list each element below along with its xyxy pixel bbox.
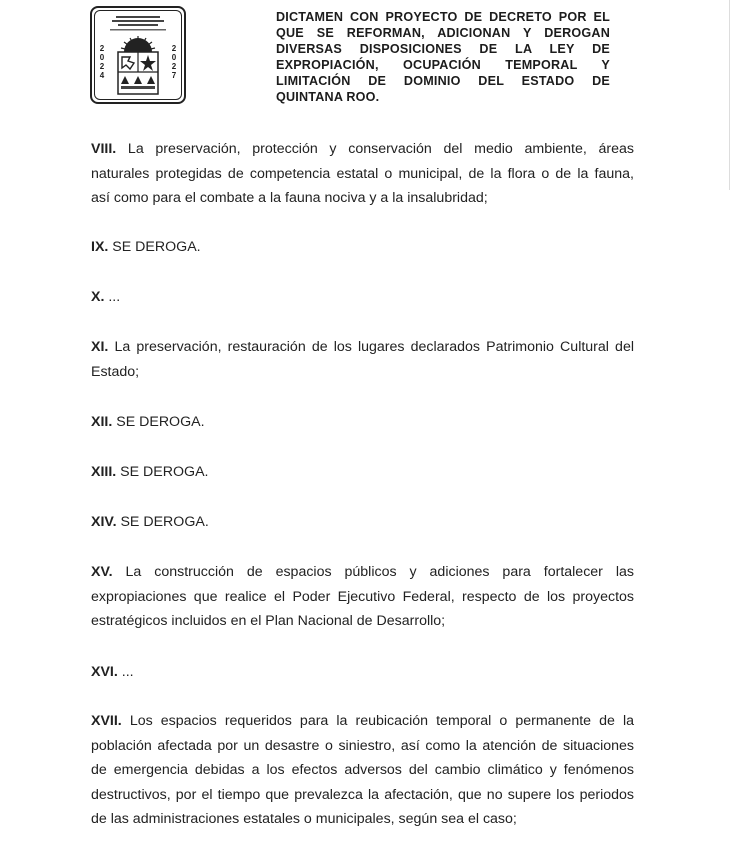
logo-digit: 2 — [99, 62, 105, 71]
fraction-ix — [91, 235, 634, 260]
fraction-numeral: XVII. — [91, 713, 122, 729]
fraction-xiii — [91, 460, 634, 485]
fraction-xiv — [91, 510, 634, 535]
fraction-text: ... — [104, 289, 121, 305]
fraction-text: La preservación, protección y conservación del medio ambiente, áreas — [116, 141, 634, 157]
coat-of-arms-icon — [108, 14, 168, 98]
fraction-numeral: XI. — [91, 339, 109, 355]
fraction-text: La preservación, restauración de los lugares declarados Patrimonio Cultural del — [108, 339, 634, 355]
fraction-text: de emergencia debidas a los efectos adversos del cambio climático y fenómenos — [91, 762, 634, 778]
logo-digit: 0 — [99, 53, 105, 62]
fraction-text: SE DEROGA. — [108, 239, 201, 255]
fraction-text: naturales protegidas de competencia estatal o municipal, de la flora o de la fauna, — [91, 165, 634, 182]
fraction-numeral: XII. — [91, 414, 113, 430]
fraction-text: La construcción de espacios públicos y adiciones para fortalecer las — [112, 564, 634, 580]
fraction-numeral: XIV. — [91, 514, 117, 530]
logo-year-start — [98, 44, 106, 80]
fraction-numeral: XIII. — [91, 464, 117, 480]
fraction-text: estratégicos incluidos en el Plan Nacional de Desarrollo; — [91, 613, 446, 629]
title-line: QUINTANA ROO. — [276, 90, 380, 104]
logo-digit: 7 — [171, 71, 177, 80]
fraction-xii — [91, 410, 634, 435]
title-line: DICTAMEN CON PROYECTO DE DECRETO POR EL — [276, 10, 610, 24]
logo-digit: 2 — [99, 44, 105, 53]
fraction-numeral: VIII. — [91, 141, 117, 157]
fraction-xvi — [91, 660, 634, 685]
fraction-text: así como para el combate a la fauna nociva y a la insalubridad; — [91, 190, 488, 206]
fraction-text: de las administraciones estatales o municipales, según sea el caso; — [91, 811, 517, 827]
scan-edge-mark — [729, 0, 730, 190]
logo-digit: 4 — [99, 71, 105, 80]
fraction-text: SE DEROGA. — [112, 414, 205, 430]
fraction-text: Los espacios requeridos para la reubicación temporal o permanente de la — [121, 713, 634, 729]
fraction-numeral: XV. — [91, 564, 113, 580]
fraction-text: expropiaciones que realice el Poder Ejecutivo Federal, respecto de los proyectos — [91, 588, 634, 605]
fraction-x — [91, 285, 634, 310]
logo-digit: 2 — [171, 44, 177, 53]
fraction-text: destructivos, por el tiempo que prevalezca la afectación, que no supere los periodos — [91, 786, 634, 803]
fraction-numeral: XVI. — [91, 664, 118, 680]
fraction-text: ... — [117, 664, 134, 680]
logo-digit: 2 — [171, 62, 177, 71]
title-line: DIVERSAS DISPOSICIONES DE LA LEY DE — [276, 42, 610, 56]
fraction-text: SE DEROGA. — [116, 514, 209, 530]
title-line: LIMITACIÓN DE DOMINIO DEL ESTADO DE — [276, 74, 610, 88]
fraction-text: población afectada por un desastre o siniestro, así como la atención de situaciones — [91, 737, 634, 754]
fraction-viii — [91, 137, 634, 211]
congress-logo — [90, 6, 190, 106]
title-line: QUE SE REFORMAN, ADICIONAN Y DEROGAN — [276, 26, 610, 40]
fraction-numeral: X. — [91, 289, 105, 305]
fraction-xi — [91, 335, 634, 384]
fraction-xv — [91, 560, 634, 634]
logo-digit: 0 — [171, 53, 177, 62]
logo-year-end — [170, 44, 178, 80]
fraction-numeral: IX. — [91, 239, 109, 255]
fraction-text: Estado; — [91, 363, 140, 380]
document-title — [276, 9, 610, 105]
title-line: EXPROPIACIÓN, OCUPACIÓN TEMPORAL Y — [276, 58, 610, 72]
fraction-xvii — [91, 709, 634, 832]
fraction-text: SE DEROGA. — [116, 464, 209, 480]
